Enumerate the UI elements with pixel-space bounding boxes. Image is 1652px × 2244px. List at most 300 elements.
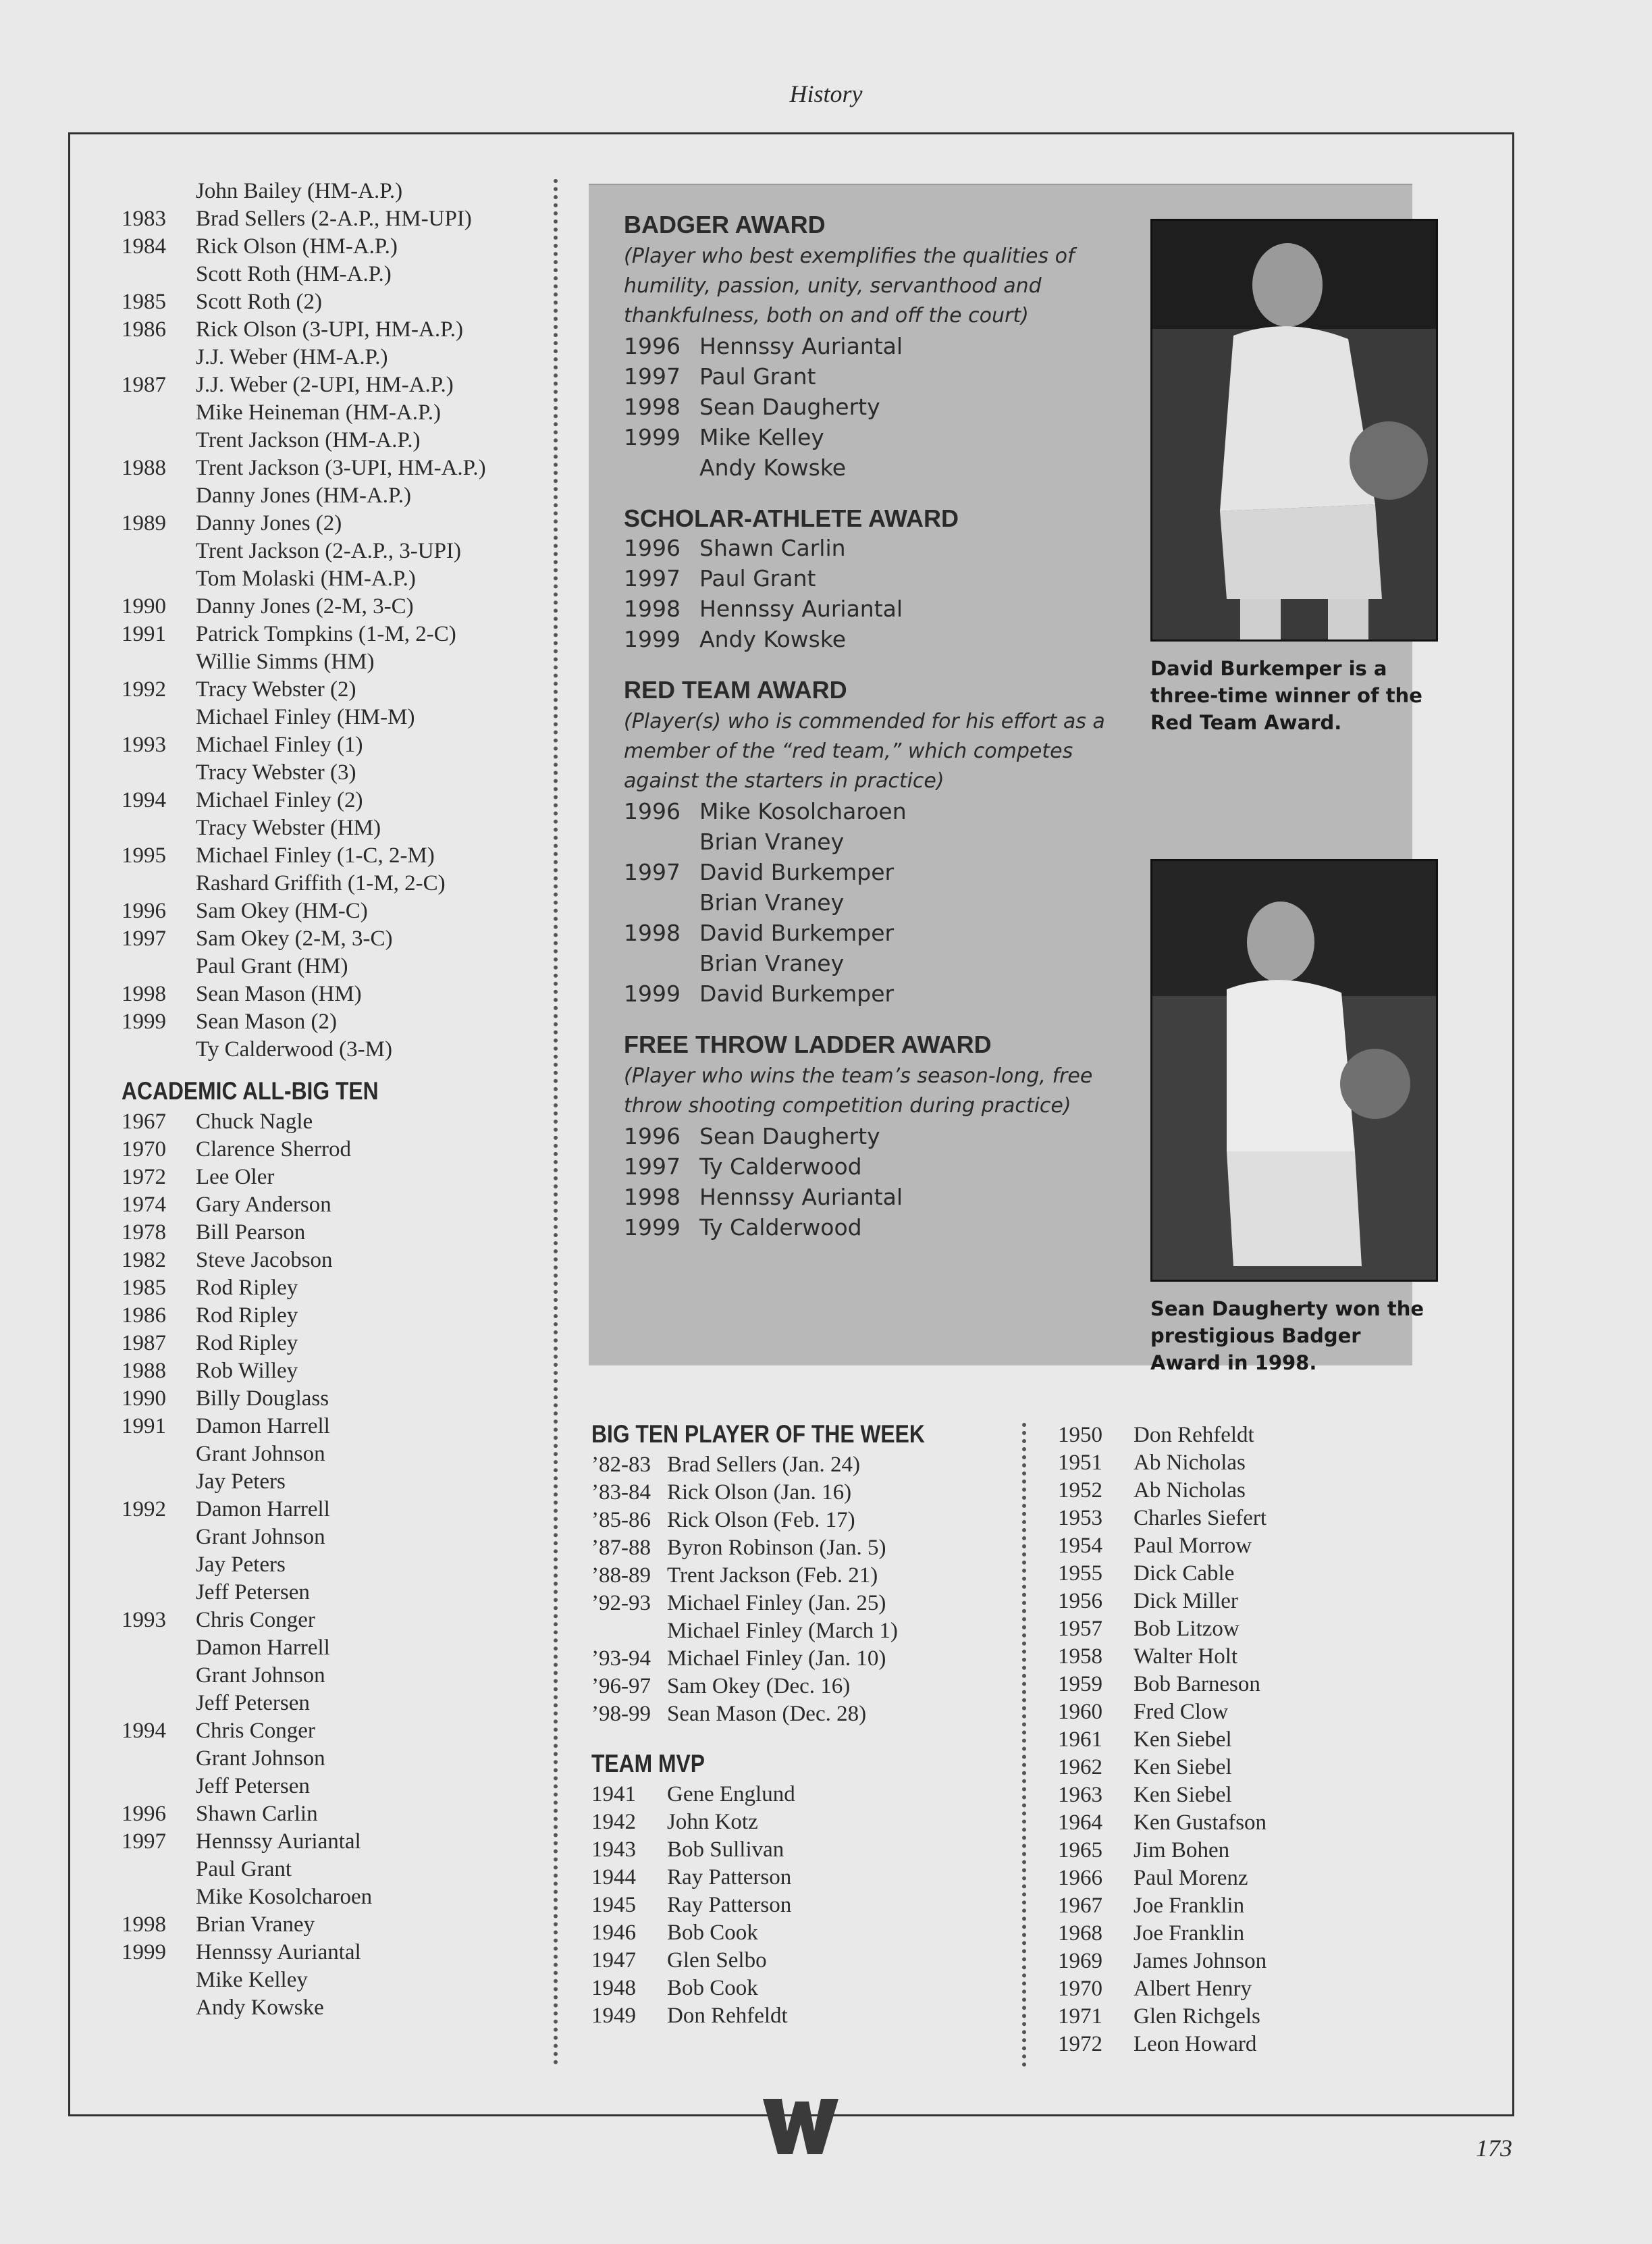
team-mvp-row-year: 1961 xyxy=(1058,1727,1102,1752)
all-american-row-name: Michael Finley (HM-M) xyxy=(196,705,415,729)
academic-row xyxy=(122,1440,581,1468)
academic-row xyxy=(122,1939,581,1966)
team-mvp-row-name: Dick Cable xyxy=(1134,1561,1235,1586)
all-american-row-year xyxy=(122,1036,196,1064)
academic-row-name: Lee Oler xyxy=(196,1165,275,1189)
team-mvp-row-year: 1963 xyxy=(1058,1783,1102,1807)
free-throw-title: FREE THROW LADDER AWARD xyxy=(624,1030,992,1058)
all-american-row xyxy=(122,981,581,1008)
scholar-list xyxy=(624,533,1123,654)
academic-row-year: 1999 xyxy=(122,1940,166,1964)
player-week-row-year xyxy=(591,1617,667,1645)
academic-row-year xyxy=(122,1662,196,1690)
team-mvp-row-name: John Kotz xyxy=(667,1810,758,1834)
scholar-row-year: 1997 xyxy=(624,565,681,592)
team-mvp-row-name: Charles Siefert xyxy=(1134,1506,1267,1530)
player-week-row-year: ’98-99 xyxy=(591,1702,651,1726)
red-team-row xyxy=(624,827,1123,857)
all-american-row xyxy=(122,842,581,870)
team-mvp-row-year: 1955 xyxy=(1058,1561,1102,1586)
academic-row xyxy=(122,1108,581,1136)
all-american-row-year: 1985 xyxy=(122,290,166,314)
team-mvp-row xyxy=(1058,1892,1490,1920)
all-american-row-name: Trent Jackson (3-UPI, HM-A.P.) xyxy=(196,456,486,480)
team-mvp-row-year: 1954 xyxy=(1058,1534,1102,1558)
team-mvp-row-name: Ray Patterson xyxy=(667,1893,792,1917)
all-american-row xyxy=(122,178,581,205)
academic-row xyxy=(122,1579,581,1607)
all-american-row-name: Sam Okey (2-M, 3-C) xyxy=(196,927,393,951)
academic-row-name: Damon Harrell xyxy=(196,1636,330,1660)
academic-row-year: 1990 xyxy=(122,1386,166,1411)
team-mvp-row-year: 1967 xyxy=(1058,1894,1102,1918)
all-american-row-name: Danny Jones (2-M, 3-C) xyxy=(196,594,414,619)
team-mvp-row-name: Glen Selbo xyxy=(667,1948,767,1973)
red-team-row-year: 1999 xyxy=(624,981,681,1007)
badger-row-year: 1999 xyxy=(624,424,681,450)
player-week-list xyxy=(591,1451,1050,1728)
player-week-row xyxy=(591,1507,1050,1534)
all-american-row xyxy=(122,1036,581,1064)
all-american-row-name: Sean Mason (2) xyxy=(196,1010,337,1034)
free-throw-row-name: Hennssy Auriantal xyxy=(699,1184,903,1210)
scholar-row-name: Shawn Carlin xyxy=(699,535,846,561)
awards-box xyxy=(589,184,1424,1374)
team-mvp-row-name: Glen Richgels xyxy=(1134,2004,1260,2029)
team-mvp-row xyxy=(1058,1671,1490,1698)
all-american-row-name: Willie Simms (HM) xyxy=(196,650,375,674)
team-mvp-row-year: 1943 xyxy=(591,1837,636,1862)
academic-row-year: 1997 xyxy=(122,1829,166,1854)
all-american-row-year xyxy=(122,261,196,288)
team-mvp-row xyxy=(1058,1698,1490,1726)
academic-row-year: 1996 xyxy=(122,1802,166,1826)
all-american-row-name: J.J. Weber (HM-A.P.) xyxy=(196,345,388,369)
all-american-row xyxy=(122,371,581,399)
player-week-row-name: Rick Olson (Jan. 16) xyxy=(667,1480,852,1505)
academic-row xyxy=(122,1164,581,1191)
player-week-row-name: Sean Mason (Dec. 28) xyxy=(667,1702,867,1726)
academic-row-name: Brian Vraney xyxy=(196,1912,315,1937)
all-american-row-year: 1998 xyxy=(122,982,166,1006)
all-american-row-year: 1994 xyxy=(122,788,166,812)
all-american-row xyxy=(122,1008,581,1036)
academic-row-year: 1986 xyxy=(122,1303,166,1328)
academic-row-name: Jay Peters xyxy=(196,1469,286,1494)
caption-burkemper: David Burkemper is a three-time winner of the Red Team Award. xyxy=(1150,657,1422,734)
team-mvp-row xyxy=(1058,1560,1490,1588)
player-week-row xyxy=(591,1534,1050,1562)
badger-row-name: Sean Daugherty xyxy=(699,394,880,420)
academic-row xyxy=(122,1856,581,1883)
all-american-row xyxy=(122,953,581,981)
free-throw-row-year: 1996 xyxy=(624,1123,681,1149)
academic-row xyxy=(122,1662,581,1690)
academic-row-name: Damon Harrell xyxy=(196,1497,330,1521)
player-week-row-year: ’83-84 xyxy=(591,1480,651,1505)
team-mvp-row-name: Ab Nicholas xyxy=(1134,1478,1246,1503)
badger-row xyxy=(624,392,1123,422)
badger-row xyxy=(624,452,1123,483)
badger-row-year xyxy=(624,452,699,483)
team-mvp-row xyxy=(591,1808,1050,1836)
badger-row xyxy=(624,361,1123,392)
all-american-row xyxy=(122,870,581,897)
player-week-row-name: Rick Olson (Feb. 17) xyxy=(667,1508,855,1532)
academic-row xyxy=(122,1551,581,1579)
team-mvp-row xyxy=(591,1781,1050,1808)
all-american-row-name: Trent Jackson (HM-A.P.) xyxy=(196,428,421,452)
free-throw-row-name: Ty Calderwood xyxy=(699,1153,862,1180)
team-mvp-row-name: Bob Litzow xyxy=(1134,1617,1240,1641)
player-week-row xyxy=(591,1617,1050,1645)
left-column xyxy=(122,178,581,2022)
red-team-row-year: 1997 xyxy=(624,859,681,885)
all-american-row xyxy=(122,399,581,427)
all-american-row-year xyxy=(122,648,196,676)
team-mvp-row xyxy=(1058,1643,1490,1671)
column-divider-right xyxy=(1022,1423,1026,2067)
all-american-row-year xyxy=(122,870,196,897)
red-team-row-name: Brian Vraney xyxy=(699,829,845,855)
team-mvp-row-name: Bob Sullivan xyxy=(667,1837,784,1862)
team-mvp-row xyxy=(1058,1477,1490,1505)
content-frame xyxy=(68,132,1514,2116)
academic-row-year: 1994 xyxy=(122,1719,166,1743)
academic-row xyxy=(122,1357,581,1385)
academic-row xyxy=(122,1274,581,1302)
all-american-row-year xyxy=(122,344,196,371)
player-week-row xyxy=(591,1645,1050,1673)
all-american-row-name: Ty Calderwood (3-M) xyxy=(196,1037,392,1062)
team-mvp-row xyxy=(591,1919,1050,1947)
free-throw-row xyxy=(624,1121,1123,1151)
academic-row-name: Chuck Nagle xyxy=(196,1110,313,1134)
academic-row xyxy=(122,1330,581,1357)
player-week-row-name: Brad Sellers (Jan. 24) xyxy=(667,1453,860,1477)
team-mvp-row-year: 1948 xyxy=(591,1976,636,2000)
team-mvp-row-name: Ken Gustafson xyxy=(1134,1810,1267,1835)
team-mvp-row-name: Dick Miller xyxy=(1134,1589,1238,1613)
all-american-row-year xyxy=(122,482,196,510)
all-american-row xyxy=(122,621,581,648)
all-american-row-name: Michael Finley (2) xyxy=(196,788,363,812)
all-american-row xyxy=(122,261,581,288)
badger-row-year: 1998 xyxy=(624,394,681,420)
player-week-row-year: ’85-86 xyxy=(591,1508,651,1532)
scholar-row-year: 1999 xyxy=(624,626,681,652)
all-american-row-name: Sean Mason (HM) xyxy=(196,982,362,1006)
team-mvp-row-name: Walter Holt xyxy=(1134,1644,1238,1669)
academic-row-name: Grant Johnson xyxy=(196,1442,325,1466)
academic-row xyxy=(122,1136,581,1164)
academic-row xyxy=(122,1828,581,1856)
red-team-row-name: Brian Vraney xyxy=(699,950,845,976)
scholar-title: SCHOLAR-ATHLETE AWARD xyxy=(624,504,959,532)
academic-row-name: Hennssy Auriantal xyxy=(196,1940,361,1964)
free-throw-row-year: 1997 xyxy=(624,1153,681,1180)
all-american-row-year: 1987 xyxy=(122,373,166,397)
all-american-row xyxy=(122,316,581,344)
team-mvp-row xyxy=(1058,1781,1490,1809)
team-mvp-row xyxy=(1058,1754,1490,1781)
team-mvp-row-name: Joe Franklin xyxy=(1134,1921,1245,1946)
academic-row-name: Andy Kowske xyxy=(196,1995,324,2020)
team-mvp-row-name: Paul Morrow xyxy=(1134,1534,1252,1558)
team-mvp-row-name: Ken Siebel xyxy=(1134,1755,1232,1779)
team-mvp-row-name: Bob Cook xyxy=(667,1921,758,1945)
all-american-row-year: 1989 xyxy=(122,511,166,536)
awards-text xyxy=(624,211,1123,1243)
academic-row-year xyxy=(122,1883,196,1911)
all-american-row-year: 1991 xyxy=(122,622,166,646)
academic-row-year: 1982 xyxy=(122,1248,166,1272)
red-team-row-name: David Burkemper xyxy=(699,859,895,885)
red-team-row xyxy=(624,948,1123,979)
player-week-row xyxy=(591,1562,1050,1590)
player-week-row-year: ’87-88 xyxy=(591,1536,651,1560)
all-american-row-name: Mike Heineman (HM-A.P.) xyxy=(196,400,441,425)
free-throw-row xyxy=(624,1151,1123,1182)
team-mvp-row xyxy=(591,1975,1050,2002)
academic-row-name: Hennssy Auriantal xyxy=(196,1829,361,1854)
scholar-row xyxy=(624,624,1123,654)
team-mvp-row-name: Jim Bohen xyxy=(1134,1838,1230,1862)
team-mvp-list-b xyxy=(1058,1421,1490,2058)
team-mvp-row-year: 1970 xyxy=(1058,1977,1102,2001)
all-american-row xyxy=(122,538,581,565)
team-mvp-row-name: Ab Nicholas xyxy=(1134,1451,1246,1475)
all-american-row-year xyxy=(122,704,196,731)
team-mvp-row-year: 1964 xyxy=(1058,1810,1102,1835)
all-american-row xyxy=(122,925,581,953)
academic-row-year xyxy=(122,1966,196,1994)
team-mvp-row-name: Don Rehfeldt xyxy=(1134,1423,1254,1447)
team-mvp-row-year: 1957 xyxy=(1058,1617,1102,1641)
all-american-row-name: Rick Olson (3-UPI, HM-A.P.) xyxy=(196,317,463,342)
academic-row-name: Shawn Carlin xyxy=(196,1802,318,1826)
all-american-row-year: 1983 xyxy=(122,207,166,231)
team-mvp-row-year: 1950 xyxy=(1058,1423,1102,1447)
team-mvp-row xyxy=(1058,1975,1490,2003)
badger-row-name: Hennssy Auriantal xyxy=(699,333,903,359)
team-mvp-row-name: Don Rehfeldt xyxy=(667,2004,788,2028)
right-column xyxy=(1058,1421,1490,2058)
all-american-row xyxy=(122,814,581,842)
badger-row-year: 1996 xyxy=(624,333,681,359)
team-mvp-row-name: Albert Henry xyxy=(1134,1977,1252,2001)
all-american-row xyxy=(122,565,581,593)
player-week-row xyxy=(591,1479,1050,1507)
red-team-row-year xyxy=(624,827,699,857)
all-american-row-name: Michael Finley (1-C, 2-M) xyxy=(196,843,435,868)
academic-row-year: 1970 xyxy=(122,1137,166,1162)
all-american-row xyxy=(122,759,581,787)
team-mvp-row-year: 1958 xyxy=(1058,1644,1102,1669)
team-mvp-row-year: 1945 xyxy=(591,1893,636,1917)
academic-row-name: Rod Ripley xyxy=(196,1276,298,1300)
team-mvp-row-name: Bob Barneson xyxy=(1134,1672,1260,1696)
all-american-row-name: Tracy Webster (3) xyxy=(196,760,356,785)
team-mvp-list-a xyxy=(591,1781,1050,2030)
team-mvp-row-year: 1969 xyxy=(1058,1949,1102,1973)
academic-row-year xyxy=(122,1773,196,1800)
all-american-row-year xyxy=(122,953,196,981)
team-mvp-row xyxy=(1058,1505,1490,1532)
free-throw-row xyxy=(624,1212,1123,1243)
all-american-row-name: Sam Okey (HM-C) xyxy=(196,899,368,923)
academic-row-name: Mike Kosolcharoen xyxy=(196,1885,373,1909)
academic-row xyxy=(122,1800,581,1828)
all-american-row xyxy=(122,648,581,676)
team-mvp-row xyxy=(591,1891,1050,1919)
all-american-row-name: Scott Roth (2) xyxy=(196,290,322,314)
all-american-row xyxy=(122,482,581,510)
academic-row-name: Jay Peters xyxy=(196,1552,286,1577)
academic-row-name: Gary Anderson xyxy=(196,1193,331,1217)
team-mvp-row-year: 1960 xyxy=(1058,1700,1102,1724)
team-mvp-row-year: 1944 xyxy=(591,1865,636,1889)
team-mvp-row-name: James Johnson xyxy=(1134,1949,1267,1973)
all-american-row xyxy=(122,731,581,759)
player-week-row-year: ’92-93 xyxy=(591,1591,651,1615)
player-week-row xyxy=(591,1700,1050,1728)
academic-row xyxy=(122,1911,581,1939)
team-mvp-row xyxy=(591,2002,1050,2030)
all-american-row-name: Rashard Griffith (1-M, 2-C) xyxy=(196,871,446,895)
academic-row-year: 1998 xyxy=(122,1912,166,1937)
badger-row-name: Andy Kowske xyxy=(699,454,847,481)
red-team-list xyxy=(624,796,1123,1009)
all-american-row-year: 1997 xyxy=(122,927,166,951)
team-mvp-row xyxy=(1058,1421,1490,1449)
all-american-row xyxy=(122,427,581,454)
red-team-desc: (Player(s) who is commended for his effort as a member of the “red team,” which competes against the starters in practice) xyxy=(624,710,1105,793)
all-american-row xyxy=(122,205,581,233)
scholar-row xyxy=(624,533,1123,563)
red-team-row xyxy=(624,857,1123,887)
all-american-row-year: 1988 xyxy=(122,456,166,480)
team-mvp-row-year: 1971 xyxy=(1058,2004,1102,2029)
scholar-row xyxy=(624,594,1123,624)
motion-w-logo xyxy=(756,2092,844,2160)
academic-row-name: Grant Johnson xyxy=(196,1525,325,1549)
academic-row-name: Clarence Sherrod xyxy=(196,1137,351,1162)
free-throw-row-year: 1999 xyxy=(624,1214,681,1241)
academic-row-year xyxy=(122,1994,196,2022)
academic-row-year xyxy=(122,1468,196,1496)
academic-title: ACADEMIC ALL-BIG TEN xyxy=(122,1077,379,1105)
all-american-row-year xyxy=(122,814,196,842)
academic-row-name: Rod Ripley xyxy=(196,1303,298,1328)
team-mvp-row-year: 1962 xyxy=(1058,1755,1102,1779)
academic-row xyxy=(122,1523,581,1551)
academic-row-name: Rod Ripley xyxy=(196,1331,298,1355)
red-team-row xyxy=(624,796,1123,827)
team-mvp-row-year: 1965 xyxy=(1058,1838,1102,1862)
academic-row xyxy=(122,1745,581,1773)
player-week-row-name: Michael Finley (Jan. 10) xyxy=(667,1646,886,1671)
red-team-row-year xyxy=(624,948,699,979)
player-week-row-year: ’96-97 xyxy=(591,1674,651,1698)
free-throw-row-year: 1998 xyxy=(624,1184,681,1210)
all-american-row-year xyxy=(122,427,196,454)
all-american-row-name: Scott Roth (HM-A.P.) xyxy=(196,262,392,286)
player-week-row xyxy=(591,1590,1050,1617)
academic-row-year: 1985 xyxy=(122,1276,166,1300)
player-week-row-name: Byron Robinson (Jan. 5) xyxy=(667,1536,886,1560)
academic-row xyxy=(122,1690,581,1717)
player-week-row-name: Sam Okey (Dec. 16) xyxy=(667,1674,851,1698)
all-american-row-year: 1992 xyxy=(122,677,166,702)
all-american-row-year: 1993 xyxy=(122,733,166,757)
caption-daugherty: Sean Daugherty won the prestigious Badger Award in 1998. xyxy=(1150,1297,1424,1374)
badger-title: BADGER AWARD xyxy=(624,211,826,238)
red-team-row xyxy=(624,918,1123,948)
player-week-row-name: Michael Finley (Jan. 25) xyxy=(667,1591,886,1615)
team-mvp-row-year: 1953 xyxy=(1058,1506,1102,1530)
team-mvp-row xyxy=(1058,1615,1490,1643)
scholar-row-name: Hennssy Auriantal xyxy=(699,596,903,622)
academic-row xyxy=(122,1634,581,1662)
academic-row-name: Paul Grant xyxy=(196,1857,292,1881)
academic-row-year: 1978 xyxy=(122,1220,166,1245)
academic-row-name: Mike Kelley xyxy=(196,1968,308,1992)
all-american-row-year: 1984 xyxy=(122,234,166,259)
player-week-row-year: ’82-83 xyxy=(591,1453,651,1477)
burkemper-photo xyxy=(1150,219,1438,642)
all-american-row-name: Tracy Webster (HM) xyxy=(196,816,381,840)
academic-row-name: Rob Willey xyxy=(196,1359,298,1383)
academic-row xyxy=(122,1883,581,1911)
academic-row-year: 1992 xyxy=(122,1497,166,1521)
team-mvp-row-year: 1952 xyxy=(1058,1478,1102,1503)
free-throw-row-name: Ty Calderwood xyxy=(699,1214,862,1241)
academic-row-year xyxy=(122,1551,196,1579)
scholar-row xyxy=(624,563,1123,594)
scholar-row-year: 1998 xyxy=(624,596,681,622)
academic-row-year: 1967 xyxy=(122,1110,166,1134)
academic-row-year xyxy=(122,1579,196,1607)
all-american-row-year: 1996 xyxy=(122,899,166,923)
daugherty-photo xyxy=(1150,859,1438,1282)
academic-row-year xyxy=(122,1856,196,1883)
academic-row-name: Chris Conger xyxy=(196,1608,315,1632)
team-mvp-row xyxy=(1058,1726,1490,1754)
badger-row-year: 1997 xyxy=(624,363,681,390)
all-american-row-year: 1986 xyxy=(122,317,166,342)
all-american-row-year xyxy=(122,178,196,205)
all-american-row xyxy=(122,676,581,704)
academic-row xyxy=(122,1496,581,1523)
academic-row-name: Grant Johnson xyxy=(196,1663,325,1688)
free-throw-list xyxy=(624,1121,1123,1243)
all-american-row-name: Paul Grant (HM) xyxy=(196,954,348,979)
team-mvp-row xyxy=(1058,2003,1490,2031)
all-american-row xyxy=(122,704,581,731)
all-american-row-year xyxy=(122,565,196,593)
all-american-list xyxy=(122,178,581,1064)
team-mvp-row xyxy=(1058,1920,1490,1948)
player-week-row-year: ’88-89 xyxy=(591,1563,651,1588)
player-week-row xyxy=(591,1451,1050,1479)
all-american-row-name: Tom Molaski (HM-A.P.) xyxy=(196,567,416,591)
academic-row xyxy=(122,1302,581,1330)
academic-row-name: Grant Johnson xyxy=(196,1746,325,1771)
team-mvp-row xyxy=(1058,1948,1490,1975)
free-throw-row xyxy=(624,1182,1123,1212)
free-throw-row-name: Sean Daugherty xyxy=(699,1123,880,1149)
